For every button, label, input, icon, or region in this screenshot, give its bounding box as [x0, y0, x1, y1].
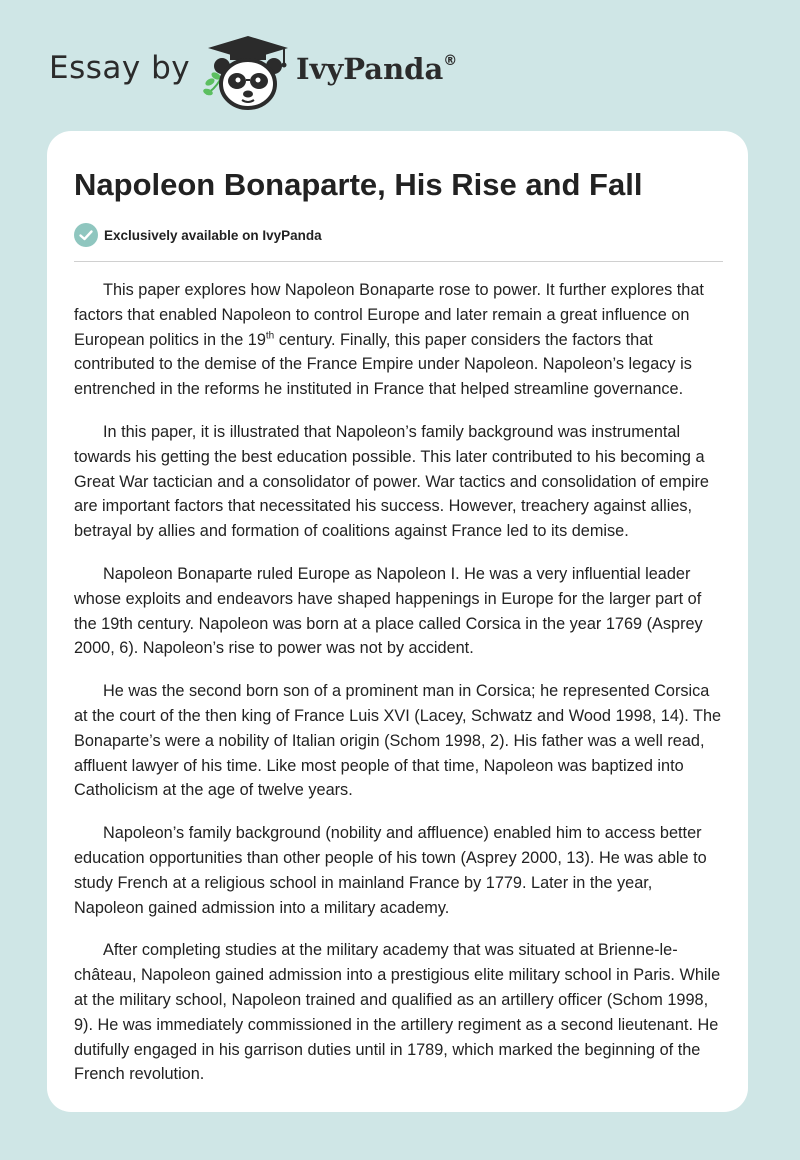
essay-by-label: Essay by — [49, 50, 191, 86]
paragraph: He was the second born son of a prominent man in Corsica; he represented Corsica at the court of the then king of France Luis XVI (Lacey, Schwatz and Wood 1998, 14). The Bonaparte’s were a nobility of Italian origin (Schom 1998, 2). His father was a well read, affluent lawyer of his time. Like most people of that time, Napoleon was baptized into Catholicism at the age of twelve years. — [74, 682, 722, 800]
essay-title: Napoleon Bonaparte, His Rise and Fall — [74, 167, 643, 202]
essay-body — [74, 278, 726, 1105]
paragraph: After completing studies at the military academy that was situated at Brienne-le-château, Napoleon gained admission into a prestigious elite military school in Paris. While at the military school, Napoleon trained and qualified as an artillery officer (Schom 1998, 9). He was immediately commissioned in the artillery regiment as a second lieutenant. He dutifully engaged in his garrison duties until in 1789, which marked the beginning of the French revolution. — [74, 941, 721, 1084]
paragraph: Napoleon’s family background (nobility and affluence) enabled him to access better education opportunities than other people of his town (Asprey 2000, 13). He was able to study French at a religious school in mainland France by 1779. Later in the year, Napoleon gained admission into a military academy. — [74, 824, 707, 917]
paragraph: In this paper, it is illustrated that Napoleon’s family background was instrumental towards his getting the best education possible. This later contributed to his becoming a Great War tactician and a consolidator of power. War tactics and consolidation of empire are important factors that necessitated his success. However, treachery against allies, betrayal by allies and formation of coalitions against France led to its demise. — [74, 422, 709, 541]
essay-card — [47, 131, 748, 1112]
paragraph-text: century. Finally, this paper considers the factors that contributed to the demise of the France Empire under Napoleon. Napoleon’s legacy is entrenched in the reforms he instituted in France that helped streamline governance. — [74, 330, 692, 399]
site-header — [0, 0, 800, 130]
paragraph: Napoleon Bonaparte ruled Europe as Napoleon I. He was a very influential leader whose exploits and endeavors have shaped happenings in Europe for the larger part of the 19th century. Napoleon was born at a place called Corsica in the year 1769 (Asprey 2000, 6). Napoleon’s rise to power was not by accident. — [74, 564, 703, 658]
paragraph — [74, 278, 726, 402]
check-circle-icon — [74, 223, 98, 247]
title-divider — [74, 261, 723, 262]
paragraph-text: This paper explores how Napoleon Bonaparte rose to power. It further explores that factors that enabled Napoleon to control Europe and later remain a great influence on European politics in the 19 — [74, 281, 704, 349]
brand-name[interactable] — [296, 52, 457, 86]
exclusive-badge — [74, 223, 322, 247]
brand-text: IvyPanda — [296, 52, 444, 86]
exclusive-badge-label: Exclusively available on IvyPanda — [104, 227, 322, 243]
panda-graduate-icon[interactable] — [200, 34, 296, 110]
superscript: th — [265, 330, 275, 342]
registered-mark: ® — [443, 53, 458, 69]
